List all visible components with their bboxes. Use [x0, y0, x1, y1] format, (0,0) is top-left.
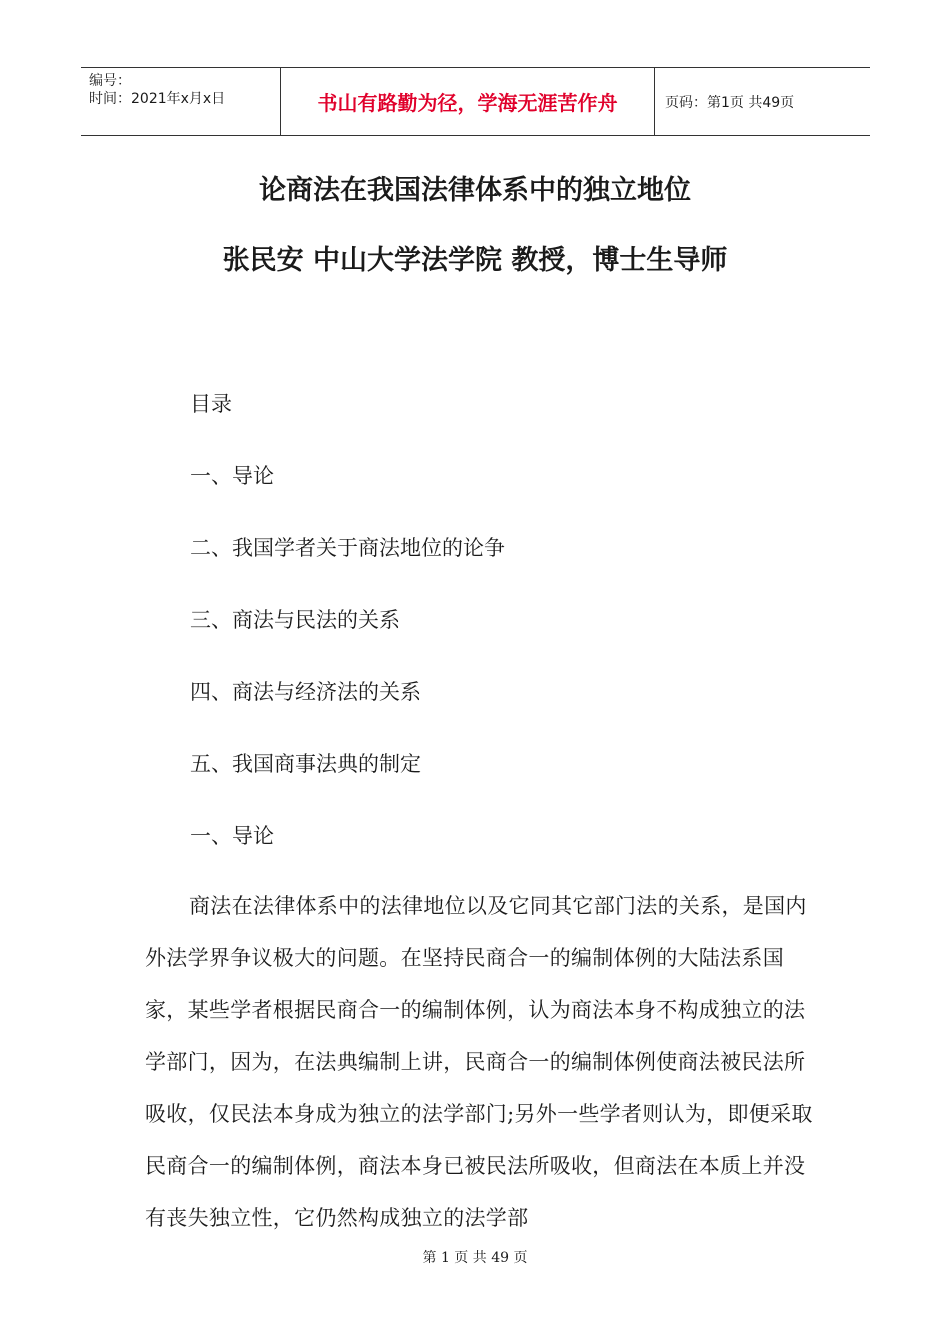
document-title: 论商法在我国法律体系中的独立地位: [259, 175, 691, 206]
author-line: 张民安 中山大学法学院 教授，博士生导师: [222, 245, 728, 276]
toc-item: 一、导论: [190, 464, 274, 488]
toc-item: 五、我国商事法典的制定: [190, 752, 421, 776]
toc-item: 四、商法与经济法的关系: [190, 680, 421, 704]
toc-item: 三、商法与民法的关系: [190, 608, 400, 632]
header-table: [81, 67, 870, 136]
header-number-label: 编号：: [89, 73, 131, 89]
header-motto: 书山有路勤为径，学海无涯苦作舟: [281, 68, 655, 135]
page-footer: 第 1 页 共 49 页: [422, 1250, 528, 1266]
toc-item: 二、我国学者关于商法地位的论争: [190, 536, 505, 560]
toc-heading: 目录: [190, 392, 232, 416]
header-page-info: 页码：第1页 共49页: [665, 94, 795, 111]
section-heading: 一、导论: [190, 824, 274, 848]
header-time-label: 时间：2021年x月x日: [89, 91, 226, 107]
body-paragraph: 商法在法律体系中的法律地位以及它同其它部门法的关系，是国内外法学界争议极大的问题。在坚持民商合一的编制体例的大陆法系国家，某些学者根据民商合一的编制体例，认为商法本身不构成独立的法学部门，因为，在法典编制上讲，民商合一的编制体例使商法被民法所吸收，仅民法本身成为独立的法学部门;另外一些学者则认为，即便采取民商合一的编制体例，商法本身已被民法所吸收，但商法在本质上并没有丧失独立性，它仍然构成独立的法学部: [145, 894, 813, 1230]
header-meta-cell: [81, 68, 281, 135]
